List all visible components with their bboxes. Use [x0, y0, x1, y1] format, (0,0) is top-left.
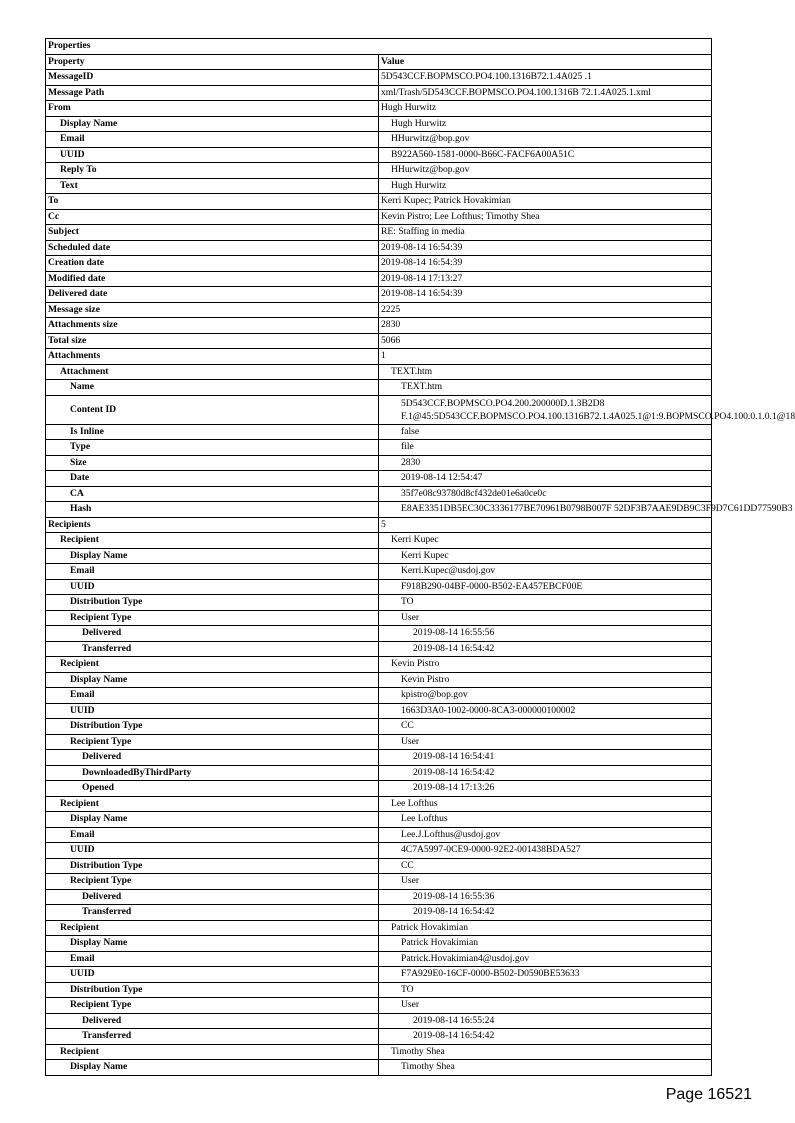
property-name: Transferred	[46, 641, 379, 657]
property-value: 2019-08-14 16:54:39	[379, 256, 712, 272]
property-value: 2225	[379, 302, 712, 318]
table-row	[46, 302, 712, 318]
property-name: Recipient Type	[46, 874, 379, 890]
table-row	[46, 703, 712, 719]
table-row	[46, 471, 712, 487]
table-row	[46, 1013, 712, 1029]
property-name: Recipient	[46, 657, 379, 673]
property-value: 2019-08-14 16:55:36	[379, 889, 712, 905]
property-name: Display Name	[46, 812, 379, 828]
table-row	[46, 951, 712, 967]
property-name: UUID	[46, 147, 379, 163]
property-name: UUID	[46, 703, 379, 719]
property-name: Attachment	[46, 364, 379, 380]
property-name: UUID	[46, 579, 379, 595]
property-value: 2019-08-14 16:54:42	[379, 1029, 712, 1045]
property-value: HHurwitz@bop.gov	[379, 132, 712, 148]
property-value: 2019-08-14 16:54:42	[379, 765, 712, 781]
properties-table	[45, 38, 795, 1076]
property-name: Distribution Type	[46, 595, 379, 611]
property-value: RE: Staffing in media	[379, 225, 712, 241]
property-name: Recipients	[46, 517, 379, 533]
table-row	[46, 610, 712, 626]
property-value: F7A929E0-16CF-0000-B502-D0590BE53633	[379, 967, 712, 983]
property-value: Hugh Hurwitz	[379, 116, 712, 132]
property-name: Distribution Type	[46, 982, 379, 998]
property-name: Type	[46, 440, 379, 456]
property-value: 4C7A5997-0CE9-0000-92E2-001438BDA527	[379, 843, 712, 859]
property-value: 2019-08-14 12:54:47	[379, 471, 712, 487]
property-name: Opened	[46, 781, 379, 797]
property-value: 5D543CCF.BOPMSCO.PO4.200.200000D.1.3B2D8 F.1@45:5D543CCF.BOPMSCO.PO4.100.1316B72.1.4A025.1@1:9.BOPMSCO.PO4.100.0.1.0.1@18	[379, 395, 712, 424]
property-name: Modified date	[46, 271, 379, 287]
table-row	[46, 579, 712, 595]
property-value: TO	[379, 595, 712, 611]
table-title-row	[46, 39, 712, 55]
property-name: Email	[46, 688, 379, 704]
property-value: Lee Lofthus	[379, 796, 712, 812]
table-row	[46, 101, 712, 117]
table-row	[46, 905, 712, 921]
property-value: Patrick.Hovakimian4@usdoj.gov	[379, 951, 712, 967]
property-value: Kevin Pistro	[379, 657, 712, 673]
property-value: 2019-08-14 16:54:39	[379, 287, 712, 303]
property-value: Lee Lofthus	[379, 812, 712, 828]
property-name: Transferred	[46, 905, 379, 921]
property-name: Delivered	[46, 1013, 379, 1029]
property-value: B922A560-1581-0000-B66C-FACF6A00A51C	[379, 147, 712, 163]
property-name: From	[46, 101, 379, 117]
property-value: F918B290-04BF-0000-B502-EA457EBCF00E	[379, 579, 712, 595]
property-name: Email	[46, 564, 379, 580]
table-row	[46, 874, 712, 890]
table-row	[46, 455, 712, 471]
property-name: Email	[46, 132, 379, 148]
property-value: TEXT.htm	[379, 364, 712, 380]
property-value: Kerri Kupec	[379, 548, 712, 564]
property-value: Hugh Hurwitz	[379, 178, 712, 194]
table-row	[46, 688, 712, 704]
table-row	[46, 843, 712, 859]
table-row	[46, 225, 712, 241]
property-value: 1663D3A0-1002-0000-8CA3-000000100002	[379, 703, 712, 719]
table-row	[46, 781, 712, 797]
property-name: UUID	[46, 967, 379, 983]
property-name: Subject	[46, 225, 379, 241]
property-name: Content ID	[46, 395, 379, 424]
table-row	[46, 178, 712, 194]
property-name: Distribution Type	[46, 719, 379, 735]
property-value: 1	[379, 349, 712, 365]
property-name: Creation date	[46, 256, 379, 272]
table-row	[46, 70, 712, 86]
property-name: Recipient	[46, 1044, 379, 1060]
property-value: User	[379, 998, 712, 1014]
property-name: DownloadedByThirdParty	[46, 765, 379, 781]
table-row	[46, 657, 712, 673]
table-row	[46, 827, 712, 843]
property-value: xml/Trash/5D543CCF.BOPMSCO.PO4.100.1316B 72.1.4A025.1.xml	[379, 85, 712, 101]
table-row	[46, 333, 712, 349]
table-row	[46, 858, 712, 874]
table-row	[46, 564, 712, 580]
table-row	[46, 533, 712, 549]
property-name: Scheduled date	[46, 240, 379, 256]
table-row	[46, 194, 712, 210]
property-name: Distribution Type	[46, 858, 379, 874]
table-row	[46, 440, 712, 456]
property-name: Email	[46, 827, 379, 843]
table-row	[46, 517, 712, 533]
property-value: 5D543CCF.BOPMSCO.PO4.100.1316B72.1.4A025 .1	[379, 70, 712, 86]
property-value: TO	[379, 982, 712, 998]
property-value: Hugh Hurwitz	[379, 101, 712, 117]
property-value: E8AE3351DB5EC30C3336177BE70961B0798B007F 52DF3B7AAE9DB9C3F9D7C61DD77590B3	[379, 502, 712, 518]
property-value: Patrick Hovakimian	[379, 936, 712, 952]
table-row	[46, 1044, 712, 1060]
property-value: 2019-08-14 17:13:27	[379, 271, 712, 287]
property-value: file	[379, 440, 712, 456]
table-row	[46, 998, 712, 1014]
property-name: Delivered	[46, 626, 379, 642]
table-row	[46, 765, 712, 781]
table-row	[46, 595, 712, 611]
column-header-property: Property	[46, 54, 379, 70]
property-name: Delivered	[46, 889, 379, 905]
property-value: 2019-08-14 16:54:41	[379, 750, 712, 766]
column-header-value: Value	[379, 54, 712, 70]
property-name: Date	[46, 471, 379, 487]
property-value: 2019-08-14 16:54:42	[379, 905, 712, 921]
property-value: 35f7e08c93780d8cf432de01e6a0ce0c	[379, 486, 712, 502]
property-name: Display Name	[46, 116, 379, 132]
table-row	[46, 967, 712, 983]
table-row	[46, 163, 712, 179]
table-row	[46, 719, 712, 735]
table-row	[46, 486, 712, 502]
table-row	[46, 641, 712, 657]
property-name: Recipient	[46, 533, 379, 549]
property-value: Kerri Kupec; Patrick Hovakimian	[379, 194, 712, 210]
property-name: Email	[46, 951, 379, 967]
property-name: Is Inline	[46, 424, 379, 440]
table-row	[46, 271, 712, 287]
property-name: CA	[46, 486, 379, 502]
table-row	[46, 380, 712, 396]
property-name: Display Name	[46, 936, 379, 952]
property-name: Attachments size	[46, 318, 379, 334]
table-row	[46, 116, 712, 132]
property-name: Total size	[46, 333, 379, 349]
property-name: Display Name	[46, 672, 379, 688]
table-row	[46, 734, 712, 750]
table-row	[46, 672, 712, 688]
property-name: Recipient Type	[46, 998, 379, 1014]
property-name: Display Name	[46, 548, 379, 564]
property-value: Kerri Kupec	[379, 533, 712, 549]
property-value: Kevin Pistro	[379, 672, 712, 688]
property-value: CC	[379, 719, 712, 735]
property-name: UUID	[46, 843, 379, 859]
table-header-row	[46, 54, 712, 70]
property-value: User	[379, 734, 712, 750]
table-row	[46, 1060, 712, 1076]
table-row	[46, 889, 712, 905]
table-row	[46, 318, 712, 334]
property-name: Name	[46, 380, 379, 396]
table-row	[46, 85, 712, 101]
property-name: Message Path	[46, 85, 379, 101]
property-value: 5	[379, 517, 712, 533]
property-value: Timothy Shea	[379, 1044, 712, 1060]
property-value: 5066	[379, 333, 712, 349]
table-row	[46, 240, 712, 256]
property-value: Patrick Hovakimian	[379, 920, 712, 936]
property-value: 2019-08-14 16:54:42	[379, 641, 712, 657]
table-row	[46, 256, 712, 272]
property-name: Delivered date	[46, 287, 379, 303]
property-name: Hash	[46, 502, 379, 518]
property-value: 2019-08-14 17:13:26	[379, 781, 712, 797]
table-row	[46, 502, 712, 518]
property-value: Kerri.Kupec@usdoj.gov	[379, 564, 712, 580]
property-name: To	[46, 194, 379, 210]
property-name: Recipient Type	[46, 610, 379, 626]
table-row	[46, 750, 712, 766]
table-row	[46, 936, 712, 952]
property-value: User	[379, 874, 712, 890]
table-row	[46, 395, 712, 424]
table-row	[46, 982, 712, 998]
property-value: false	[379, 424, 712, 440]
property-value: Lee.J.Lofthus@usdoj.gov	[379, 827, 712, 843]
property-name: Transferred	[46, 1029, 379, 1045]
table-row	[46, 424, 712, 440]
table-row	[46, 364, 712, 380]
table-row	[46, 812, 712, 828]
property-value: User	[379, 610, 712, 626]
property-value: Timothy Shea	[379, 1060, 712, 1076]
property-name: Recipient	[46, 920, 379, 936]
property-value: 2830	[379, 318, 712, 334]
property-name: Attachments	[46, 349, 379, 365]
property-name: Reply To	[46, 163, 379, 179]
property-name: Display Name	[46, 1060, 379, 1076]
property-name: MessageID	[46, 70, 379, 86]
property-value: CC	[379, 858, 712, 874]
property-value: 2019-08-14 16:55:56	[379, 626, 712, 642]
table-row	[46, 548, 712, 564]
property-value: HHurwitz@bop.gov	[379, 163, 712, 179]
property-value: 2830	[379, 455, 712, 471]
table-row	[46, 1029, 712, 1045]
property-name: Text	[46, 178, 379, 194]
property-name: Message size	[46, 302, 379, 318]
property-value: 2019-08-14 16:54:39	[379, 240, 712, 256]
table-row	[46, 147, 712, 163]
table-row	[46, 626, 712, 642]
table-row	[46, 132, 712, 148]
table-row	[46, 920, 712, 936]
property-name: Size	[46, 455, 379, 471]
table-row	[46, 349, 712, 365]
property-name: Recipient	[46, 796, 379, 812]
property-value: 2019-08-14 16:55:24	[379, 1013, 712, 1029]
property-name: Delivered	[46, 750, 379, 766]
property-value: kpistro@bop.gov	[379, 688, 712, 704]
table-row	[46, 796, 712, 812]
page-number: Page 16521	[665, 1086, 752, 1103]
property-name: Cc	[46, 209, 379, 225]
property-value: Kevin Pistro; Lee Lofthus; Timothy Shea	[379, 209, 712, 225]
property-name: Recipient Type	[46, 734, 379, 750]
table-row	[46, 209, 712, 225]
table-title: Properties	[46, 39, 712, 55]
table-row	[46, 287, 712, 303]
property-value: TEXT.htm	[379, 380, 712, 396]
